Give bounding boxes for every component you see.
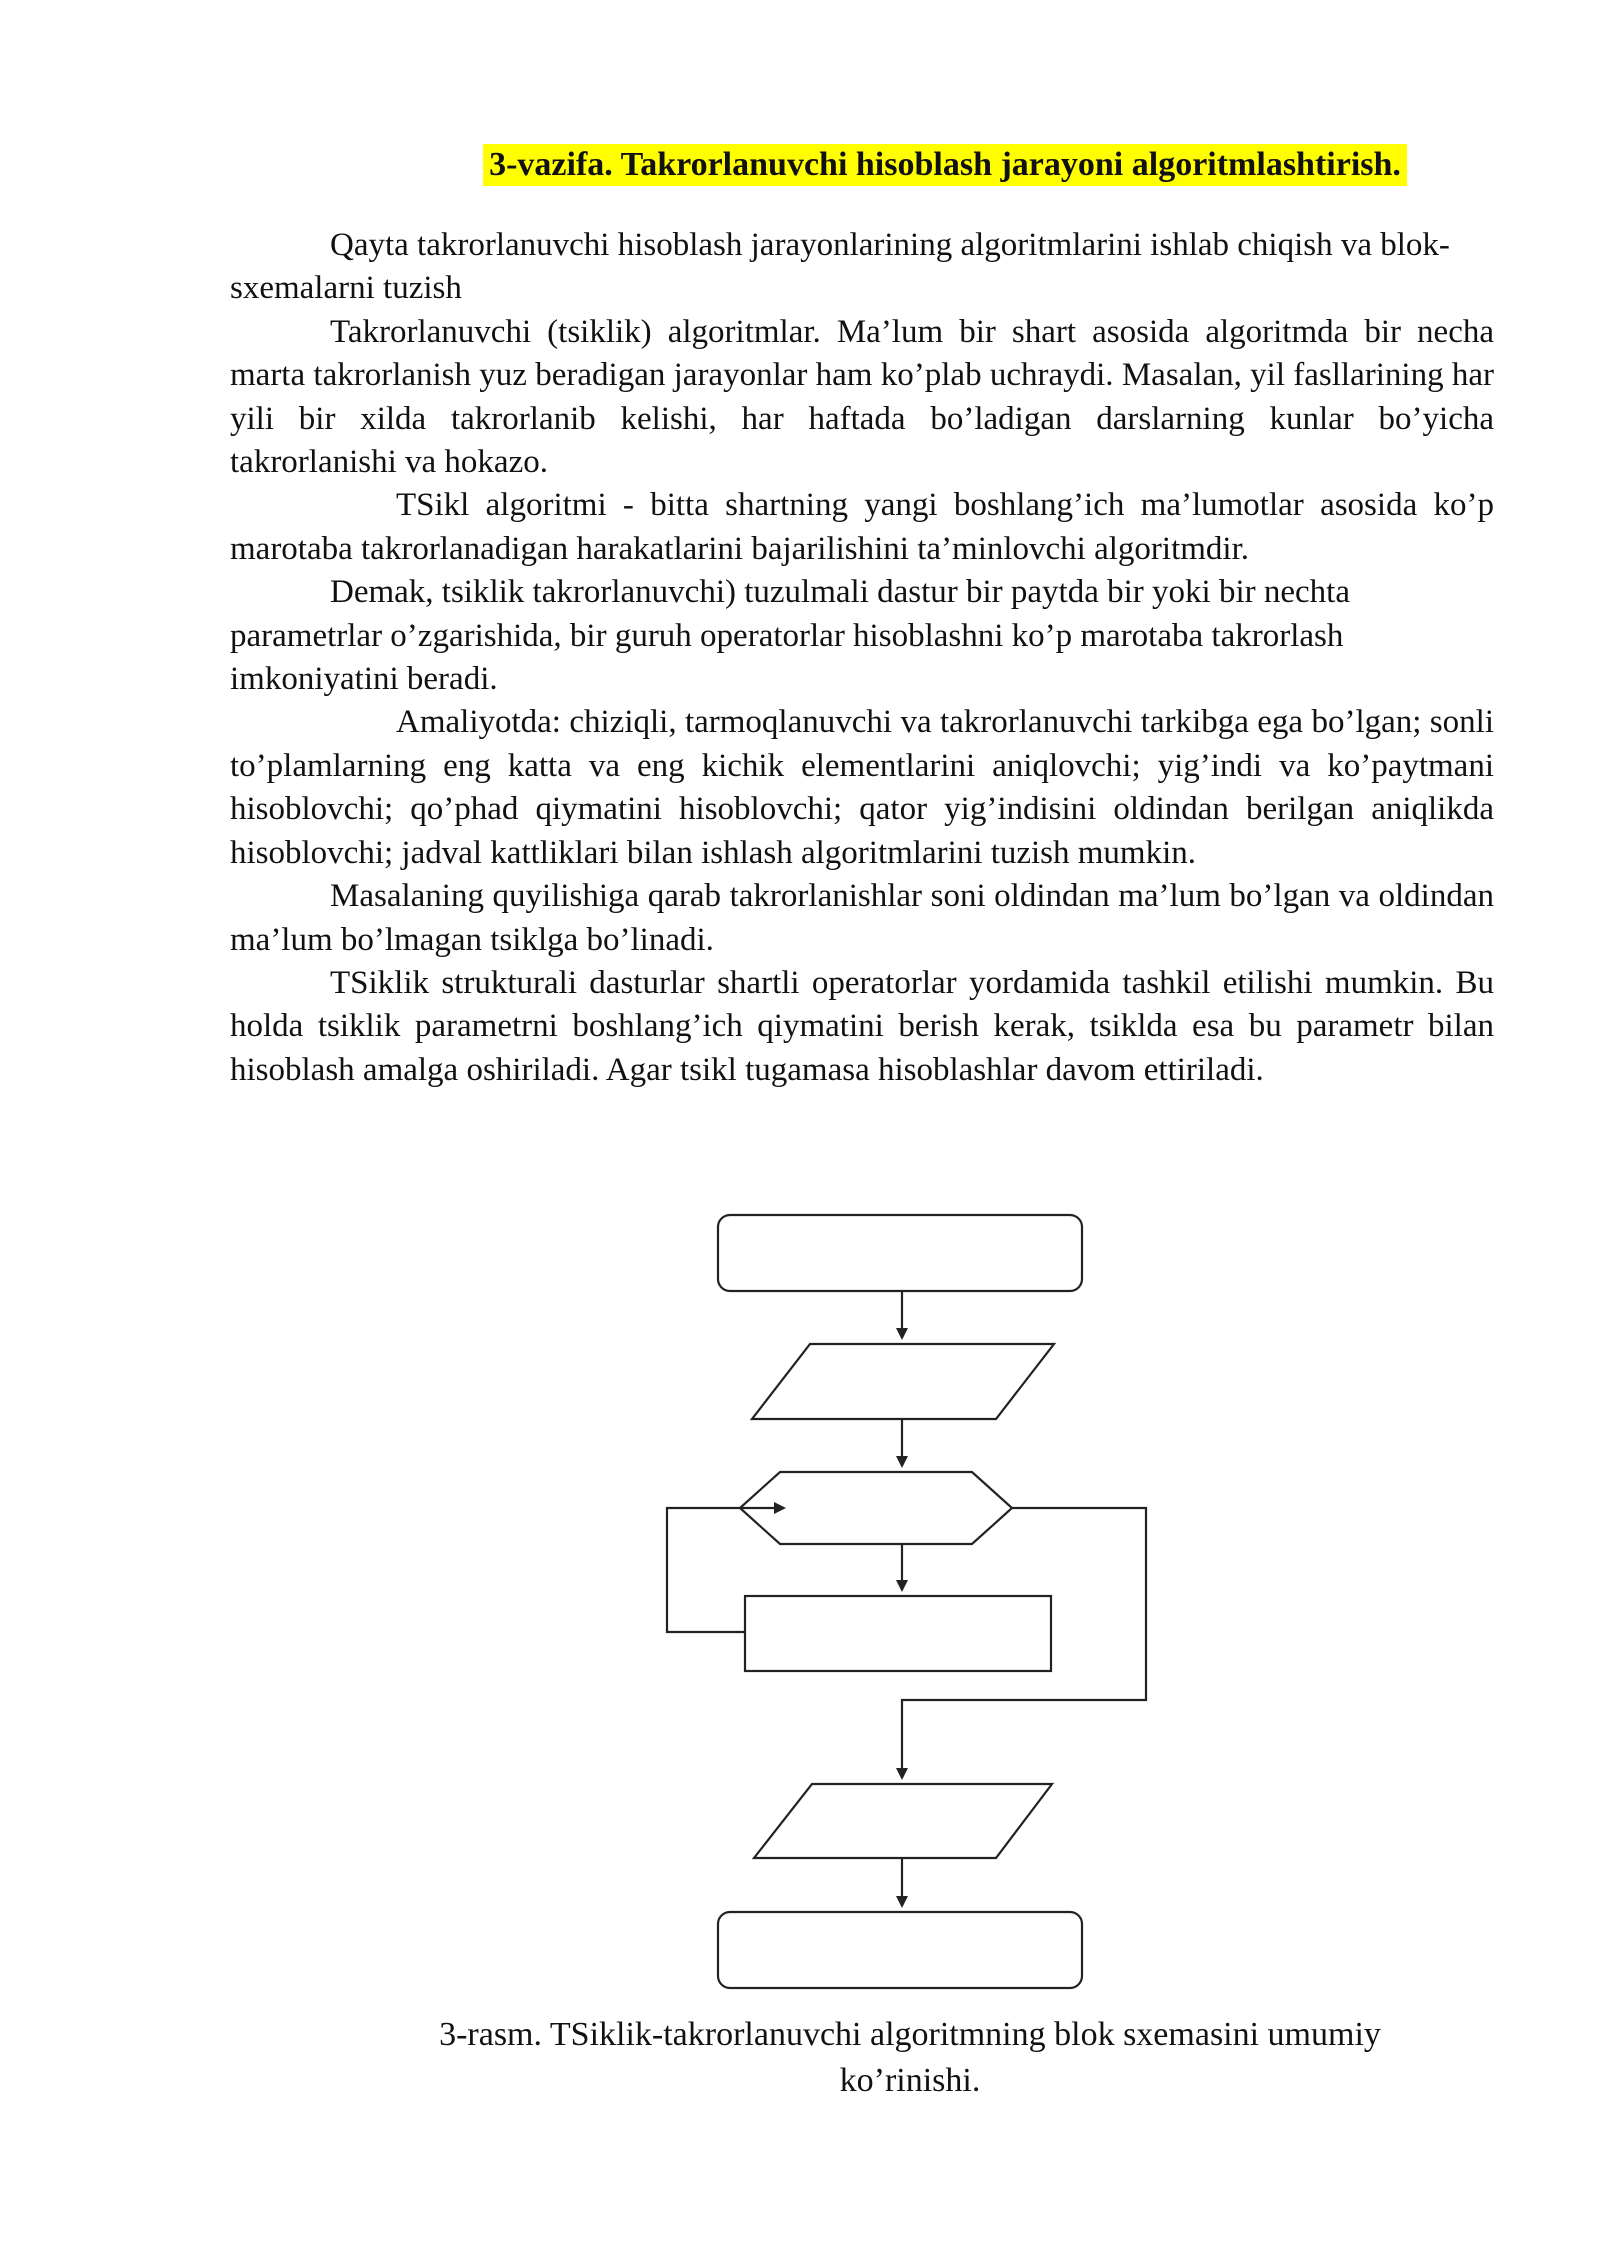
loop-exit-line <box>902 1508 1146 1778</box>
paragraph-intro: Qayta takrorlanuvchi hisoblash jarayonlarining algoritmlarini ishlab chiqish va blok-sxemalarni tuzish <box>230 227 1450 307</box>
paragraph-iteration-count: Masalaning quyilishiga qarab takrorlanishlar soni oldindan ma’lum bo’lgan va oldindan ma’lum bo’lmagan tsiklga bo’linadi. <box>230 878 1494 958</box>
paragraph-cyclic-definition: Takrorlanuvchi (tsiklik) algoritmlar. Ma’lum bir shart asosida algoritmda bir necha marta takrorlanish yuz beradigan jarayonlar ham ko’plab uchraydi. Masalan, yil fasllarining har yili bir xilda takrorlanib kelishi, har haftada bo’ladigan darslarning kunlar bo’yicha takrorlanishi va hokazo. <box>230 313 1494 481</box>
output-parallelogram <box>754 1784 1052 1858</box>
task-title: 3-vazifa. Takrorlanuvchi hisoblash jarayoni algoritmlashtirish. <box>483 144 1407 186</box>
paragraph-cyclic-programs: TSiklik strukturali dasturlar shartli operatorlar yordamida tashkil etilishi mumkin. Bu holda tsiklik parametrni boshlang’ich qiymatini berish kerak, tsiklda esa bu parametr bilan hisoblash amalga oshiriladi. Agar tsikl tugamasa hisoblashlar davom ettiriladi. <box>230 964 1494 1088</box>
input-parallelogram <box>752 1344 1054 1419</box>
paragraph-practice: Amaliyotda: chiziqli, tarmoqlanuvchi va takrorlanuvchi tarkibga ega bo’lgan; sonli to’plamlarning eng katta va eng kichik elementlarini aniqlovchi; yig’indi va ko’paytmani hisoblovchi; qo’phad qiymatini hisoblovchi; qator yig’indisini oldindan berilgan aniqlikda hisoblovchi; jadval kattliklari bilan ishlash algoritmlarini tuzish mumkin. <box>230 704 1494 871</box>
paragraph-cycle-algorithm: TSikl algoritmi - bitta shartning yangi boshlang’ich ma’lumotlar asosida ko’p marotaba takrorlanadigan harakatlarini bajarilishini ta’minlovchi algoritmdir. <box>230 487 1494 567</box>
start-terminal <box>718 1215 1082 1291</box>
figure-caption: 3-rasm. TSiklik-takrorlanuvchi algoritmning blok sxemasini umumiy ko’rinishi. <box>439 2016 1381 2099</box>
loop-body-process <box>745 1596 1051 1671</box>
paragraph-therefore: Demak, tsiklik takrorlanuvchi) tuzulmali dastur bir paytda bir yoki bir nechta parametrlar o’zgarishida, bir guruh operatorlar hisoblashni ko’p marotaba takrorlash imkoniyatini beradi. <box>230 574 1350 698</box>
loop-back-line <box>667 1508 784 1632</box>
end-terminal <box>718 1912 1082 1988</box>
